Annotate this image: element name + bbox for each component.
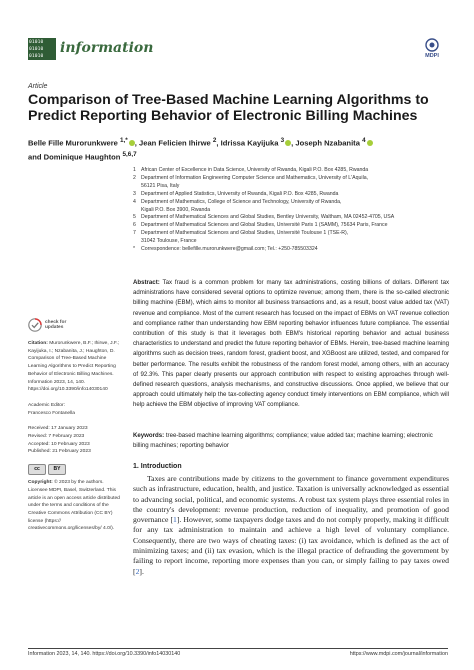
check-updates-label bbox=[45, 320, 66, 331]
affiliation-item bbox=[133, 230, 463, 238]
affiliation-item bbox=[133, 175, 463, 183]
date-revised: Revised: 7 February 2023 bbox=[28, 434, 85, 440]
date-received: Received: 17 January 2023 bbox=[28, 426, 88, 432]
copyright bbox=[28, 479, 123, 533]
orcid-icon[interactable] bbox=[129, 140, 135, 146]
article-type: Article bbox=[28, 83, 48, 90]
author-sup: 1,* bbox=[120, 137, 128, 144]
cc-license-badge[interactable] bbox=[28, 464, 123, 475]
cc-icon: cc bbox=[28, 464, 46, 475]
journal-header bbox=[28, 38, 448, 62]
author-sup: 3 bbox=[280, 137, 285, 144]
dates bbox=[28, 425, 123, 456]
abstract bbox=[133, 278, 449, 411]
affiliation-item bbox=[133, 222, 463, 230]
intro-text: Taxes are contributions made by citizens to the government to finance government expenditures such as infrastructure, education, health, and justice. Taxation is universally acknowledged as essential to advancing social, political, and economic systems. A robust tax system plays three essential roles in the country's development: revenue production, reduction of inequality, and promotion of good governance [ bbox=[133, 474, 449, 525]
date-published: Published: 21 February 2023 bbox=[28, 449, 91, 455]
affiliation-item bbox=[133, 214, 463, 222]
affiliation-item bbox=[133, 246, 463, 254]
intro-text: ]. bbox=[139, 566, 144, 576]
journal-logo bbox=[28, 38, 56, 60]
affiliation-item bbox=[133, 238, 463, 246]
orcid-icon[interactable] bbox=[285, 140, 291, 146]
author-name: Belle Fille Murorunkwere bbox=[28, 138, 118, 148]
affiliation-item bbox=[133, 199, 463, 207]
footer-journal-link[interactable]: https://www.mdpi.com/journal/information bbox=[349, 651, 448, 657]
affiliation-num bbox=[133, 183, 141, 191]
affiliation-num: 2 bbox=[133, 174, 136, 181]
journal-name: information bbox=[60, 40, 154, 56]
affiliation-num bbox=[133, 207, 141, 215]
affiliation-text: Department of Mathematics, College of Science and Technology, University of Rwanda, bbox=[141, 198, 342, 205]
keywords-label: Keywords: bbox=[133, 432, 165, 439]
keywords-text: tree-based machine learning algorithms; compliance; value added tax; machine learning; electronic billing machines; reporting behavior bbox=[133, 432, 433, 450]
affiliations bbox=[133, 167, 463, 254]
footer-citation: Information 2023, 14, 140. https://doi.org/10.3390/info14030140 bbox=[28, 651, 181, 657]
affiliation-text: Department of Mathematical Sciences and Global Studies, Bentley University, Waltham, MA 02452-4705, USA bbox=[141, 214, 395, 221]
check-line: updates bbox=[45, 325, 64, 330]
keywords bbox=[133, 431, 449, 451]
affiliation-text: Kigali P.O. Box 3900, Rwanda bbox=[141, 206, 211, 213]
logo-binary-line: 01010 bbox=[29, 40, 44, 45]
citation-text: Murorunkwere, B.F.; Ihirwe, J.F.; Kayijuka, I.; Nzabanita, J.; Haughton, D. Comparison of Tree-Based Machine Learning Algorithms to Predict Reporting Behavior of Electronic Billing Machines. Information 2023, 14, 140. https://doi.org/10.3390/info14030140 bbox=[28, 341, 120, 393]
reference-link[interactable]: 2 bbox=[135, 566, 140, 576]
sidebar bbox=[28, 318, 123, 533]
affiliation-item bbox=[133, 183, 463, 191]
check-line: check for bbox=[45, 319, 67, 325]
author-name: Joseph Nzabanita bbox=[295, 138, 360, 148]
affiliation-num: 7 bbox=[133, 230, 136, 237]
reference-link[interactable]: 1 bbox=[173, 515, 177, 525]
academic-editor bbox=[28, 402, 123, 417]
date-accepted: Accepted: 10 February 2023 bbox=[28, 441, 90, 447]
abstract-text: Tax fraud is a common problem for many tax administrations, costing billions of dollars. Different tax administrations have considered several options to optimize revenue; among them, there is the so-called electronic billing machine (EBM), which aims to monitor all business transactions and, as a result, boost value added tax (VAT) revenue and compliance. Most of the current research has focused on the impact of EBMs on VAT revenue collection and compliance rather than understanding how EBM reporting behavior influences future compliance. The essential contribution of this study is that it leverages both EBM's historical reporting behavior and actual business characteristics to understand and predict the future reporting behavior of EBMs. Herein, tree-based machine learning algorithms such as decision trees, random forest, gradient boost, and XGBoost are utilized, tested, and compared for better performance. The results exhibit the robustness of the random forest model, among others, with an accuracy of 92.3%. This paper clearly presents our approach contribution with respect to existing approaches through well-defined research questions, analysis mechanisms, and constructive discussions. Once applied, we believe that our approach could ultimately help the tax-collecting agency conduct timely interventions on EBM compliance, which will help achieve the EBM objective of improving VAT compliance. bbox=[133, 279, 450, 409]
affiliation-num: 1 bbox=[133, 167, 136, 173]
author-name: Idrissa Kayijuka bbox=[220, 138, 279, 148]
affiliation-text: Department of Information Engineering Computer Science and Mathematics, University of L'Aquila, bbox=[141, 174, 369, 181]
author-sup: 5,6,7 bbox=[122, 150, 137, 158]
affiliation-num bbox=[133, 238, 141, 246]
affiliation-item bbox=[133, 167, 463, 175]
citation bbox=[28, 340, 123, 394]
copyright-label: Copyright: bbox=[28, 480, 53, 486]
affiliation-text: 31042 Toulouse, France bbox=[141, 238, 197, 245]
affiliation-num: 4 bbox=[133, 198, 136, 205]
intro-text: ]. However, some taxpayers dodge taxes and do not comply properly, making it difficult for any tax administration to maintain and achieve a high level of voluntary compliance. Consequently, there are two ways of cheating taxes: (i) tax avoidance, which is defined as the act of minimizing taxes; and (ii) tax evasion, which is the illegal practice of defrauding the government by failing to report income, reporting more expenses than you can, or simply failing to pay taxes owed [ bbox=[133, 515, 449, 576]
logo-binary-line: 01010 bbox=[29, 47, 44, 52]
affiliation-text: 56121 Pisa, Italy bbox=[141, 182, 180, 189]
logo-binary-line: 01010 bbox=[29, 54, 44, 59]
mdpi-logo-text: MDPI bbox=[425, 53, 439, 58]
author-name: Jean Felicien Ihirwe bbox=[139, 138, 211, 148]
author-sup: 4 bbox=[362, 137, 366, 144]
mdpi-logo bbox=[416, 38, 448, 58]
author-sup: 2 bbox=[212, 137, 217, 144]
affiliation-num: 6 bbox=[133, 222, 136, 229]
affiliation-num: 5 bbox=[133, 214, 136, 221]
editor-name: Francesco Fontanella bbox=[28, 410, 76, 416]
abstract-label: Abstract: bbox=[133, 279, 160, 286]
by-icon: BY bbox=[48, 464, 66, 475]
copyright-text: © 2023 by the authors. Licensee MDPI, Basel, Switzerland. This article is an open access article distributed under the terms and conditions of the Creative Commons Attribution (CC BY) license (https:// creativecommons.org/licenses/by/ 4.0/). bbox=[28, 480, 120, 532]
orcid-icon[interactable] bbox=[367, 140, 373, 146]
affiliation-num: 3 bbox=[133, 190, 136, 197]
editor-label: Academic Editor: bbox=[28, 402, 65, 408]
article-title: Comparison of Tree-Based Machine Learning Algorithms to Predict Reporting Behavior of Electronic Billing Machines bbox=[28, 92, 429, 124]
check-updates-icon bbox=[28, 318, 42, 332]
footer-divider bbox=[28, 648, 448, 649]
affiliation-text: African Center of Excellence in Data Science, University of Rwanda, Kigali P.O. Box 4285, Rwanda bbox=[141, 167, 369, 173]
affiliation-text: Department of Mathematical Sciences and Global Studies, Université Paris 1 (SAMM), 75634 Paris, France bbox=[141, 222, 388, 229]
affiliation-text: Department of Applied Statistics, University of Rwanda, Kigali P.O. Box 4285, Rwanda bbox=[141, 190, 339, 197]
affiliation-item bbox=[133, 207, 463, 215]
intro-paragraph bbox=[133, 474, 449, 577]
affiliation-num: * bbox=[133, 246, 136, 253]
author-list: Belle Fille Murorunkwere $^{1,*}$ , Jean Felicien Ihirwe $^2$, Idrissa Kayijuka $^3$ , Joseph Nzabanita $^4$ and Dominique Haughton $^{5,6,7}$ bbox=[28, 135, 448, 162]
check-for-updates-button[interactable] bbox=[28, 318, 123, 332]
affiliation-text: Correspondence: bellefille.murorunkwere@gmail.com; Tel.: +250-785503324 bbox=[141, 246, 318, 253]
author-name: and Dominique Haughton bbox=[28, 152, 121, 162]
citation-label: Citation: bbox=[28, 341, 48, 346]
section-heading: 1. Introduction bbox=[133, 463, 182, 470]
affiliation-text: Department of Mathematical Sciences and Global Studies, Université Toulouse 1 (TSE-R), bbox=[141, 230, 349, 237]
affiliation-item bbox=[133, 191, 463, 199]
